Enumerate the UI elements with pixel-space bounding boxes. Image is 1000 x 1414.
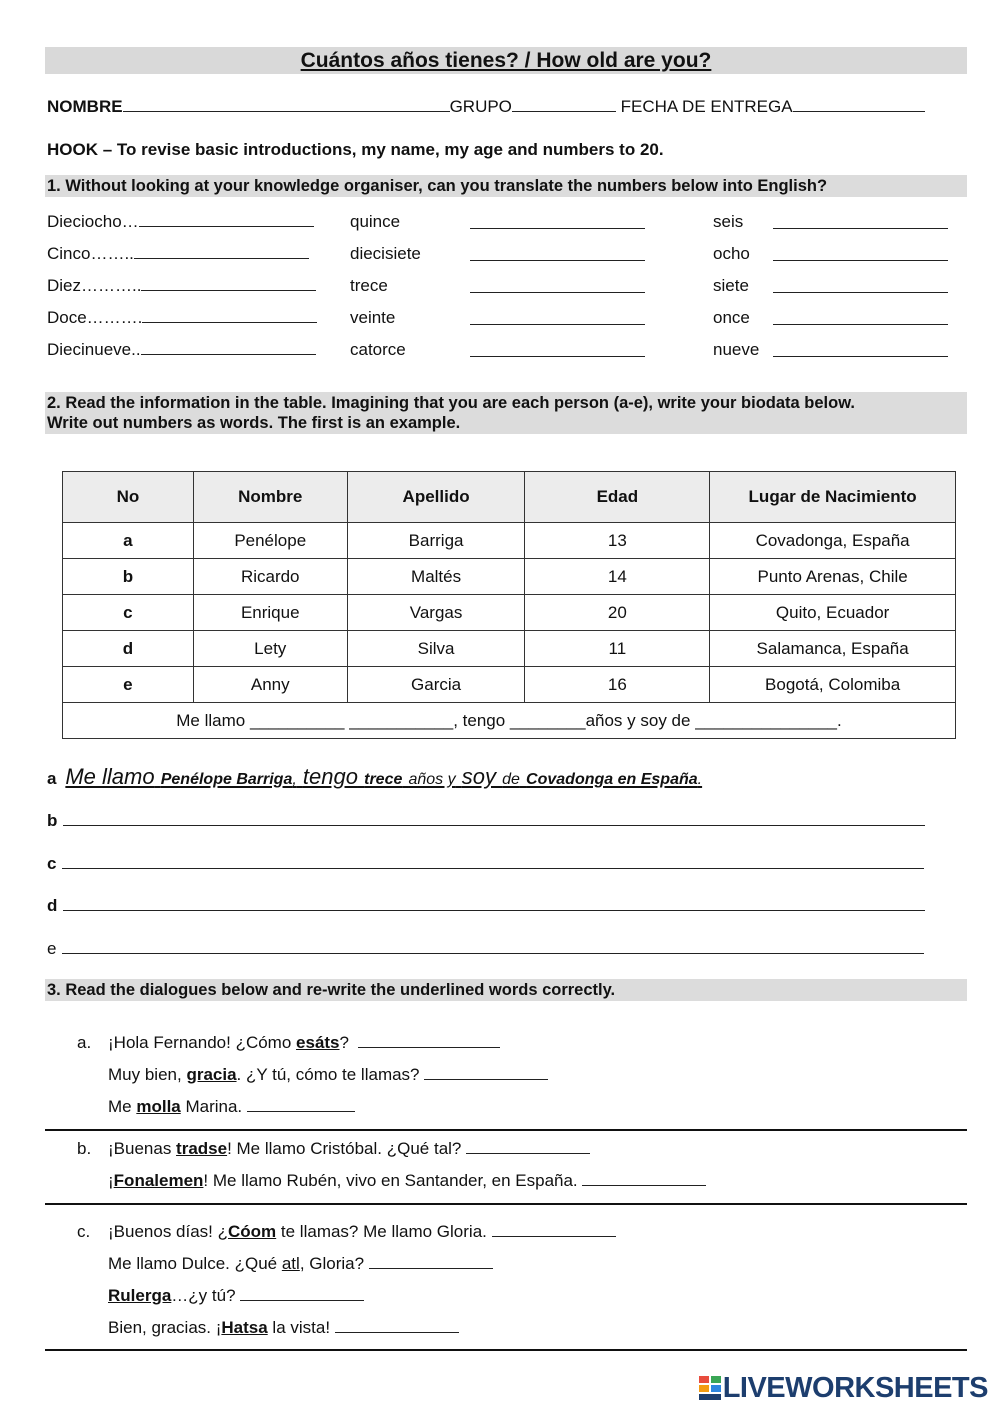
underlined-word: Rulerga xyxy=(108,1286,172,1305)
answer-blank[interactable] xyxy=(470,278,645,293)
section2-instruction-line2: Write out numbers as words. The first is an example. xyxy=(47,414,461,432)
liveworksheets-icon xyxy=(699,1376,721,1400)
dialogue-line: Me llamo Dulce. ¿Qué atl, Gloria? xyxy=(108,1254,493,1274)
table-cell: Salamanca, España xyxy=(710,631,956,667)
answer-blank[interactable] xyxy=(773,214,948,229)
table-row xyxy=(63,523,956,559)
table-cell: Silva xyxy=(347,631,525,667)
example-place: Covadonga en España xyxy=(526,771,698,788)
table-row xyxy=(63,667,956,703)
column-header: Lugar de Nacimiento xyxy=(710,472,956,523)
section1-instruction: 1. Without looking at your knowledge organiser, can you translate the numbers below into English? xyxy=(45,175,967,197)
brand-text: LIVEWORKSHEETS xyxy=(722,1372,988,1404)
nombre-label: NOMBRE xyxy=(47,97,123,116)
underlined-word: Cóom xyxy=(228,1222,277,1241)
nombre-blank[interactable] xyxy=(123,97,450,112)
number-item: Doce………. xyxy=(47,308,317,328)
number-item: quince xyxy=(350,212,401,231)
separator-line xyxy=(45,1129,967,1131)
correction-blank[interactable] xyxy=(240,1286,364,1301)
underlined-word: Hatsa xyxy=(221,1318,268,1337)
answer-blank[interactable] xyxy=(773,246,948,261)
answer-blank[interactable] xyxy=(470,214,645,229)
table-cell: Barriga xyxy=(347,523,525,559)
correction-blank[interactable] xyxy=(466,1139,590,1154)
table-header-row xyxy=(63,472,956,523)
correction-blank[interactable] xyxy=(358,1033,500,1048)
title-text: Cuántos años tienes? / How old are you? xyxy=(300,49,712,72)
dialogue-line: ¡Buenos días! ¿Cóom te llamas? Me llamo Gloria. xyxy=(108,1222,616,1242)
correction-blank[interactable] xyxy=(369,1254,493,1269)
underlined-word: esáts xyxy=(296,1033,340,1052)
column-header: No xyxy=(63,472,194,523)
table-row xyxy=(63,559,956,595)
number-item: seis xyxy=(713,212,744,231)
hook-text: HOOK – To revise basic introductions, my name, my age and numbers to 20. xyxy=(47,140,664,159)
correction-blank[interactable] xyxy=(582,1171,706,1186)
number-item: catorce xyxy=(350,340,406,359)
answer-blank[interactable] xyxy=(141,340,316,355)
table-cell: Ricardo xyxy=(193,559,347,595)
table-row xyxy=(63,595,956,631)
answer-letter: e xyxy=(47,939,57,958)
biodata-table xyxy=(62,471,956,739)
table-cell: Anny xyxy=(193,667,347,703)
column-header: Nombre xyxy=(193,472,347,523)
table-cell: 11 xyxy=(525,631,710,667)
dialogue-line: Me molla Marina. xyxy=(108,1097,355,1117)
number-item: once xyxy=(713,308,750,327)
answer-blank[interactable] xyxy=(139,212,314,227)
fecha-label: FECHA DE ENTREGA xyxy=(620,97,793,116)
number-item: Diez……….. xyxy=(47,276,316,296)
dialogue-line: Muy bien, gracia. ¿Y tú, cómo te llamas? xyxy=(108,1065,548,1085)
table-cell: 20 xyxy=(525,595,710,631)
template-sentence: Me llamo __________ ___________, tengo ________años y soy de _______________. xyxy=(63,703,956,739)
table-cell: Covadonga, España xyxy=(710,523,956,559)
correction-blank[interactable] xyxy=(335,1318,459,1333)
underlined-word: Fonalemen xyxy=(113,1171,204,1190)
table-cell: Maltés xyxy=(347,559,525,595)
correction-blank[interactable] xyxy=(424,1065,548,1080)
answer-letter: b xyxy=(47,811,58,830)
answer-letter: c xyxy=(47,854,57,873)
answer-blank[interactable] xyxy=(470,246,645,261)
answer-blank[interactable] xyxy=(134,244,309,259)
correction-blank[interactable] xyxy=(492,1222,616,1237)
table-row xyxy=(63,631,956,667)
answer-blank[interactable] xyxy=(773,310,948,325)
section2-instruction xyxy=(45,392,967,434)
answer-blank[interactable] xyxy=(141,276,316,291)
separator-line xyxy=(45,1203,967,1205)
correction-blank[interactable] xyxy=(247,1097,355,1112)
section2-instruction-line1: 2. Read the information in the table. Imagining that you are each person (a-e), write your biodata below. xyxy=(47,394,856,412)
dialogue-line: Bien, gracias. ¡Hatsa la vista! xyxy=(108,1318,459,1338)
dialogue-b-label: b. xyxy=(77,1139,92,1158)
example-phrase: Me llamo Penélope Barriga, tengo trece años y soy de Covadonga en España. xyxy=(65,764,703,789)
answer-letter: a xyxy=(47,769,57,788)
answer-row-d xyxy=(47,896,925,916)
table-cell: d xyxy=(63,631,194,667)
table-cell: Penélope xyxy=(193,523,347,559)
example-age: trece xyxy=(364,771,403,788)
dialogue-line: ¡Fonalemen! Me llamo Rubén, vivo en Santander, en España. xyxy=(108,1171,706,1191)
worksheet-title xyxy=(45,47,967,74)
number-item: nueve xyxy=(713,340,760,359)
number-item: diecisiete xyxy=(350,244,421,263)
number-item: veinte xyxy=(350,308,396,327)
separator-line xyxy=(45,1349,967,1351)
header-fields xyxy=(47,97,925,117)
answer-blank[interactable] xyxy=(470,310,645,325)
answer-letter: d xyxy=(47,896,58,915)
number-item: trece xyxy=(350,276,388,295)
section3-instruction: 3. Read the dialogues below and re-write the underlined words correctly. xyxy=(45,979,967,1001)
table-cell: b xyxy=(63,559,194,595)
grupo-blank[interactable] xyxy=(512,97,616,112)
answer-row-c xyxy=(47,854,924,874)
dialogue-line: ¡Buenas tradse! Me llamo Cristóbal. ¿Qué tal? xyxy=(108,1139,590,1159)
table-cell: Garcia xyxy=(347,667,525,703)
liveworksheets-logo xyxy=(699,1372,988,1405)
dialogue-line: Rulerga…¿y tú? xyxy=(108,1286,364,1306)
table-cell: c xyxy=(63,595,194,631)
table-cell: 14 xyxy=(525,559,710,595)
number-item: ocho xyxy=(713,244,750,263)
table-cell: Bogotá, Colomiba xyxy=(710,667,956,703)
underlined-word: tradse xyxy=(176,1139,228,1158)
number-item: Cinco…….. xyxy=(47,244,309,264)
answer-line[interactable] xyxy=(63,896,925,911)
answer-blank[interactable] xyxy=(470,342,645,357)
table-cell: a xyxy=(63,523,194,559)
table-cell: 16 xyxy=(525,667,710,703)
dialogue-a-label: a. xyxy=(77,1033,92,1052)
answer-blank[interactable] xyxy=(773,342,948,357)
table-cell: e xyxy=(63,667,194,703)
dialogue-c-label: c. xyxy=(77,1222,91,1241)
table-cell: Enrique xyxy=(193,595,347,631)
example-answer xyxy=(47,764,702,790)
column-header: Edad xyxy=(525,472,710,523)
dialogue-line: ¡Hola Fernando! ¿Cómo esáts? xyxy=(108,1033,500,1053)
fecha-blank[interactable] xyxy=(793,97,925,112)
table-cell: Vargas xyxy=(347,595,525,631)
answer-blank[interactable] xyxy=(142,308,317,323)
table-cell: Punto Arenas, Chile xyxy=(710,559,956,595)
answer-line[interactable] xyxy=(63,811,925,826)
column-header: Apellido xyxy=(347,472,525,523)
underlined-word: gracia xyxy=(186,1065,237,1084)
table-cell: Quito, Ecuador xyxy=(710,595,956,631)
example-name: Penélope Barriga xyxy=(160,771,293,788)
number-item: siete xyxy=(713,276,749,295)
table-cell: 13 xyxy=(525,523,710,559)
underlined-word: molla xyxy=(136,1097,181,1116)
template-sentence-row xyxy=(63,703,956,739)
grupo-label: GRUPO xyxy=(449,97,512,116)
underlined-word: atl xyxy=(281,1254,300,1273)
table-cell: Lety xyxy=(193,631,347,667)
number-item: Dieciocho… xyxy=(47,212,314,232)
number-item: Diecinueve.. xyxy=(47,340,316,360)
answer-blank[interactable] xyxy=(773,278,948,293)
answer-row-b xyxy=(47,811,925,831)
answer-line[interactable] xyxy=(62,939,924,954)
answer-line[interactable] xyxy=(62,854,924,869)
answer-row-e xyxy=(47,939,924,959)
